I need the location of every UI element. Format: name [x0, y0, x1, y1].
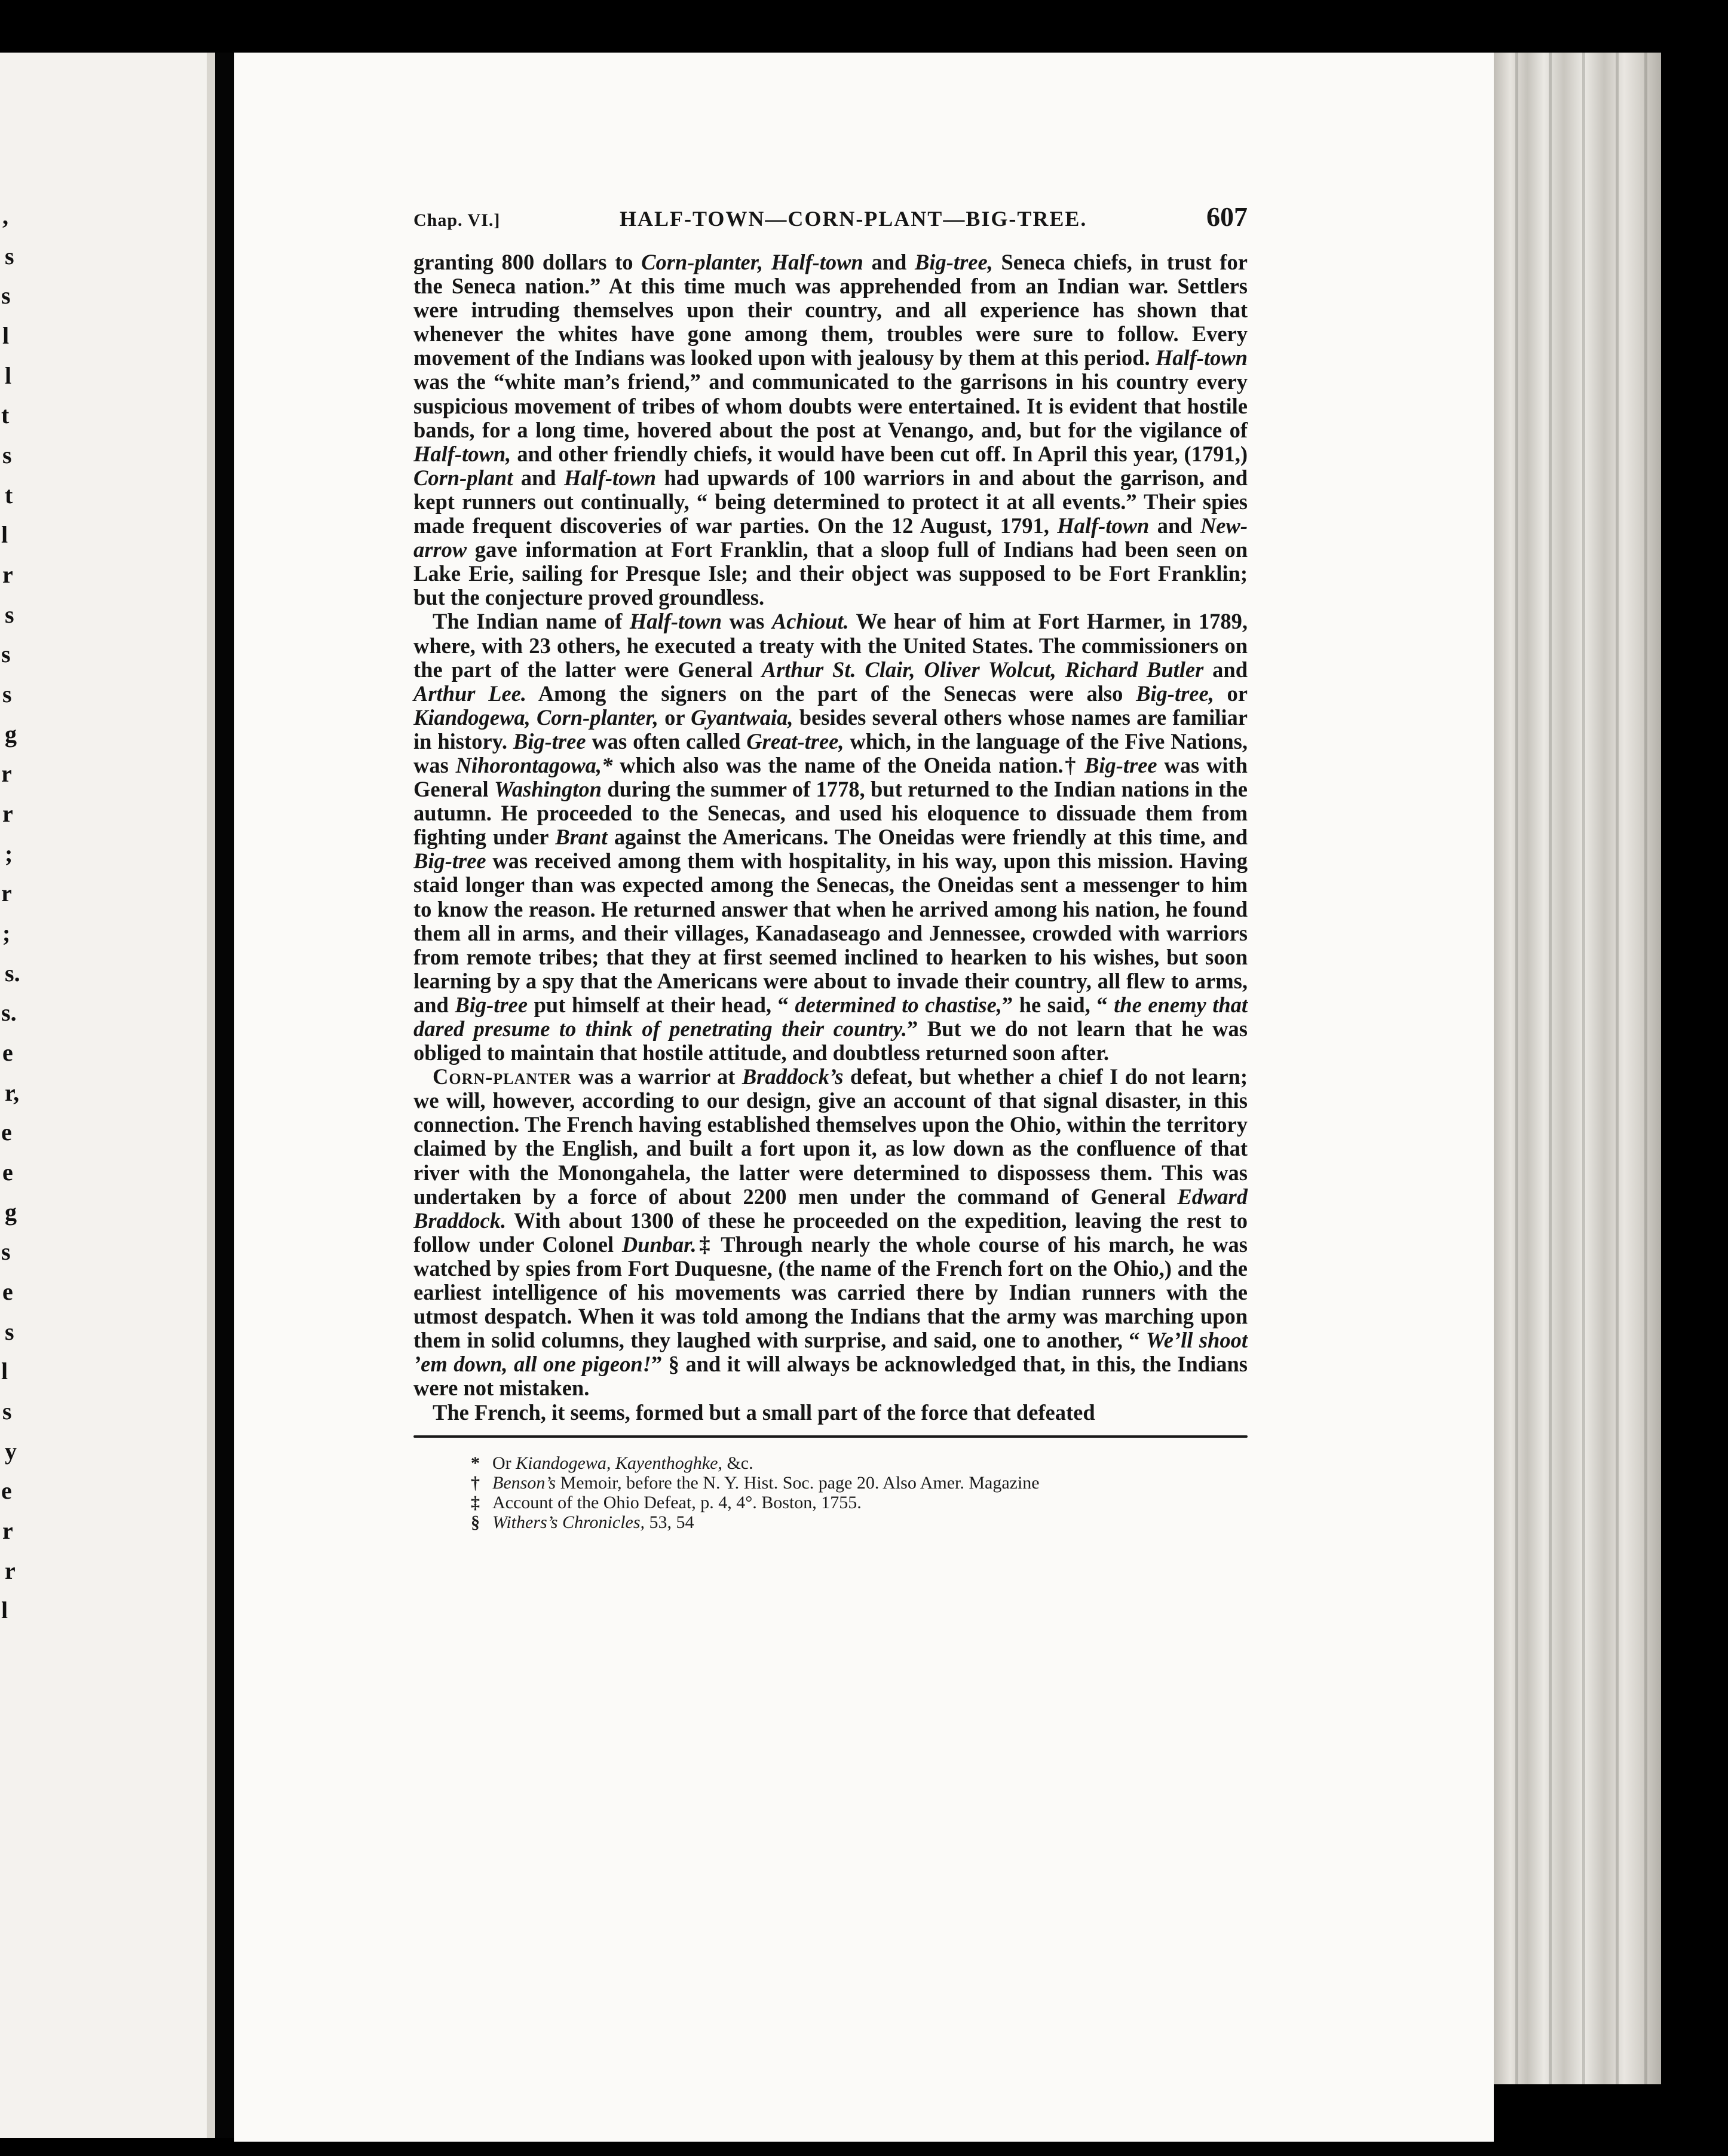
chapter-label: Chap. VI.]	[413, 210, 501, 230]
italic-text: the enemy that dared presume to think of penetrating their country.	[413, 992, 1248, 1041]
italic-text: Big-tree,	[915, 250, 993, 274]
text-run: or	[1214, 681, 1248, 706]
facing-page-edge	[207, 53, 215, 2138]
italic-text: Half-town	[1057, 513, 1150, 538]
footnote-mark: ‡	[471, 1492, 480, 1512]
text-run: was a warrior at	[571, 1064, 742, 1089]
paragraph	[413, 1065, 1248, 1400]
text-run: was the “white man’s friend,” and communicated to the garrisons in his country every suspicious movement of tribes of whom doubts were entertained. It is evident that hostile bands, for a long time, hovered about the post at Venango, and, but for the vigilance of	[413, 369, 1248, 442]
italic-text: Half-town	[563, 465, 657, 490]
italic-text: Big-tree	[1084, 752, 1157, 777]
running-head	[413, 201, 1248, 232]
facing-page-fragment: y	[5, 1437, 17, 1465]
body-text	[413, 250, 1248, 1425]
text-run: had upwards of 100 warriors in and about the garrison, and kept runners out continually, “ being determined to protect it at all events.” Their spies made frequent discoveries of war parties. On the 12 August, 1791,	[413, 465, 1248, 538]
text-run: was often called	[586, 728, 747, 754]
text-run: and other friendly chiefs, it would have been cut off. In April this year, (1791,)	[511, 441, 1248, 466]
italic-text: Half-town	[1155, 345, 1248, 370]
text-run: gave information at Fort Franklin, that a sloop full of Indians had been seen on Lake Erie, sailing for Presque Isle; and their object was supposed to be Fort Franklin; but the conjecture proved groundless.	[413, 537, 1248, 610]
text-run: during the summer of 1778, but returned to the Indian nations in the autumn. He proceeded to the Senecas, and used his eloquence to dissuade them from fighting under	[413, 777, 1248, 850]
facing-page-fragment: l	[1, 1358, 8, 1385]
paragraph	[413, 1401, 1248, 1425]
text-run: was received among them with hospitality, in his way, upon this mission. Having staid longer than was expected among the Senecas, the Oneidas sent a messenger to him to know the reason. He returned answer that when he arrived among his nation, he found them all in arms, and their villages, Kanadaseago and Jennessee, crowded with warriors from remote tribes; that they at first seemed inclined to hearken to his wishes, but soon learning by a spy that the Americans were about to invade their country, all flew to arms, and	[413, 849, 1248, 1017]
facing-page-fragment: r	[2, 561, 13, 588]
facing-page-fragment: s	[5, 242, 14, 270]
text-run: Among the signers on the part of the Senecas were also	[526, 681, 1136, 706]
italic-text: Big-tree	[513, 728, 586, 754]
facing-page-fragment: s.	[5, 959, 20, 987]
facing-page-fragment: r	[1, 760, 12, 788]
italic-text: Arthur Lee.	[413, 681, 527, 706]
footnote-text	[492, 1453, 753, 1473]
italic-text: Big-tree	[455, 992, 528, 1017]
facing-page-fragment: e	[2, 1039, 13, 1066]
paragraph	[413, 610, 1248, 1065]
facing-page-fragment: r,	[5, 1079, 20, 1106]
text-run: We hear of him at Fort Harmer, in 1789, where, with 23 others, he executed a treaty with the United States. The commissioners on the part of the latter were General	[413, 609, 1248, 682]
italic-text: New-arrow	[413, 513, 1248, 562]
footnote-text	[492, 1512, 694, 1532]
text-run: which, in the language of the Five Nations, was	[413, 728, 1248, 777]
text-run: besides several others whose names are familiar in history.	[413, 705, 1248, 754]
italic-text: Corn-planter, Half-town	[641, 250, 863, 274]
facing-page-fragment: l	[2, 322, 10, 349]
facing-page-fragment: s	[1, 641, 11, 668]
facing-page-fragment: s	[2, 442, 12, 468]
italic-text: Dunbar.	[621, 1232, 697, 1257]
page-content	[413, 201, 1248, 1532]
facing-page	[0, 53, 215, 2138]
italic-text: determined to chastise,	[795, 992, 1002, 1017]
page-number: 607	[1206, 201, 1248, 232]
facing-page-fragment: r	[1, 880, 12, 907]
text-run: put himself at their head, “	[528, 992, 795, 1017]
small-caps-text: Corn-planter	[433, 1064, 572, 1089]
italic-text: Gyantwaia,	[691, 705, 793, 730]
text-run: was with General	[413, 752, 1248, 802]
facing-page-fragment: s	[5, 1318, 14, 1345]
book-gutter	[215, 53, 234, 2138]
text-run: The Indian name of	[433, 609, 630, 634]
text-run: ” he said, “	[1001, 992, 1114, 1017]
footnote	[471, 1453, 1248, 1473]
text-run: ‡ Through nearly the whole course of his march, he was watched by spies from Fort Duquesne, (the name of the French fort on the Ohio,) and the earliest intelligence of his movements was carried there by Indian runners with the utmost despatch. When it was told among the Indians that the army was marching upon them in solid columns, they laughed with surprise, and said, one to another, “	[413, 1232, 1248, 1353]
italic-text: Big-tree	[413, 849, 486, 874]
facing-page-fragment: r	[2, 1517, 13, 1544]
text-run: and	[1203, 657, 1248, 682]
facing-page-fragment: l	[1, 521, 8, 549]
facing-page-fragment: s	[2, 681, 12, 708]
facing-page-fragment: t	[5, 481, 13, 509]
text-run: defeat, but whether a chief I do not learn; we will, however, according to our design, give an account of that signal disaster, in this connection. The French having established themselves upon the Ohio, within the territory claimed by the English, and built a fort upon it, as low down as the confluence of that river with the Monongahela, the latter were determined to dispossess them. This was undertaken by a force of about 2200 men under the command of General	[413, 1064, 1248, 1209]
facing-page-fragment: s.	[1, 999, 17, 1027]
text-run: against the Americans. The Oneidas were friendly at this time, and	[607, 825, 1248, 850]
italic-text: Arthur St. Clair, Oliver Wolcut, Richard Butler	[761, 657, 1204, 682]
text-run: granting 800 dollars to	[413, 250, 642, 274]
footnote	[471, 1493, 1248, 1512]
facing-page-fragment: l	[1, 1597, 8, 1624]
text-run: which also was the name of the Oneida nation.†	[612, 752, 1084, 777]
facing-page-fragment: e	[1, 1119, 12, 1146]
text-run: &c.	[722, 1453, 753, 1473]
running-title: HALF-TOWN—CORN-PLANT—BIG-TREE.	[619, 207, 1087, 231]
text-run: and	[1149, 513, 1200, 538]
italic-text: Corn-plant	[413, 465, 513, 490]
footnote-text	[492, 1473, 1040, 1493]
facing-page-fragment: g	[5, 720, 17, 748]
facing-page-fragment: g	[5, 1198, 17, 1226]
footnote-text	[492, 1493, 862, 1512]
facing-page-fragment: s	[1, 1238, 11, 1266]
text-run: or	[658, 705, 691, 730]
facing-page-fragment: s	[1, 282, 11, 310]
italic-text: Great-tree,	[746, 728, 844, 754]
italic-text: Withers’s Chronicles,	[492, 1512, 645, 1532]
paragraph	[413, 250, 1248, 610]
facing-page-fragment: ,	[2, 203, 8, 229]
text-run: Account of the Ohio Defeat, p. 4, 4°. Boston, 1755.	[492, 1492, 862, 1512]
italic-text: Benson’s	[492, 1472, 556, 1493]
text-run: The French, it seems, formed but a small part of the force that defeated	[433, 1399, 1095, 1425]
facing-page-fragment: e	[2, 1159, 13, 1186]
footnote-rule	[413, 1435, 1248, 1438]
facing-page-fragment: s	[2, 1398, 12, 1425]
facing-page-fragment: e	[2, 1278, 13, 1305]
text-run: Or	[492, 1453, 516, 1473]
facing-page-fragment: r	[5, 1557, 16, 1584]
text-run: ” § and it will always be acknowledged that, in this, the Indians were not mistaken.	[413, 1352, 1248, 1401]
italic-text: Half-town,	[413, 441, 511, 466]
italic-text: We’ll shoot ’em down, all one pigeon!	[413, 1328, 1248, 1377]
footnote	[471, 1512, 1248, 1532]
facing-page-fragment: t	[1, 402, 10, 429]
footnote	[471, 1473, 1248, 1493]
italic-text: Kiandogewa, Corn-planter,	[413, 705, 658, 730]
italic-text: Achiout.	[771, 609, 849, 634]
facing-page-fragment: ;	[2, 920, 11, 947]
facing-page-fragment: l	[5, 362, 12, 389]
page-edges	[1494, 53, 1661, 2084]
footnote-mark: *	[471, 1453, 480, 1473]
footnotes	[471, 1453, 1248, 1532]
italic-text: Kiandogewa, Kayenthoghke,	[516, 1453, 722, 1473]
text-run: With about 1300 of these he proceeded on the expedition, leaving the rest to follow under Colonel	[413, 1208, 1248, 1257]
italic-text: Washington	[494, 777, 602, 802]
text-run: 53, 54	[645, 1512, 694, 1532]
italic-text: Half-town	[629, 609, 722, 634]
facing-page-fragment: ;	[5, 840, 13, 867]
text-run: Seneca chiefs, in trust for the Seneca nation.” At this time much was apprehended from an Indian war. Settlers were intruding themselves upon their country, and all experience has shown that whenever the whites have gone among them, troubles were sure to follow. Every movement of the Indians was looked upon with jealousy by them at this period.	[413, 250, 1248, 370]
text-run: ” But we do not learn that he was obliged to maintain that hostile attitude, and doubtless returned soon after.	[413, 1016, 1248, 1065]
text-run: was	[722, 609, 772, 634]
facing-page-fragment: e	[1, 1477, 12, 1505]
italic-text: Big-tree,	[1136, 681, 1214, 706]
footnote-mark: †	[471, 1472, 480, 1493]
facing-page-fragment: r	[2, 800, 13, 827]
facing-page-fragment: s	[5, 601, 14, 628]
footnote-mark: §	[471, 1512, 480, 1532]
italic-text: Braddock’s	[742, 1064, 844, 1089]
italic-text: Edward Braddock.	[413, 1184, 1248, 1233]
italic-text: Nihorontagowa,*	[455, 752, 613, 777]
text-run: and	[863, 250, 915, 274]
italic-text: Brant	[555, 825, 608, 850]
text-run: and	[513, 465, 564, 490]
text-run: Memoir, before the N. Y. Hist. Soc. page 20. Also Amer. Magazine	[556, 1472, 1040, 1493]
